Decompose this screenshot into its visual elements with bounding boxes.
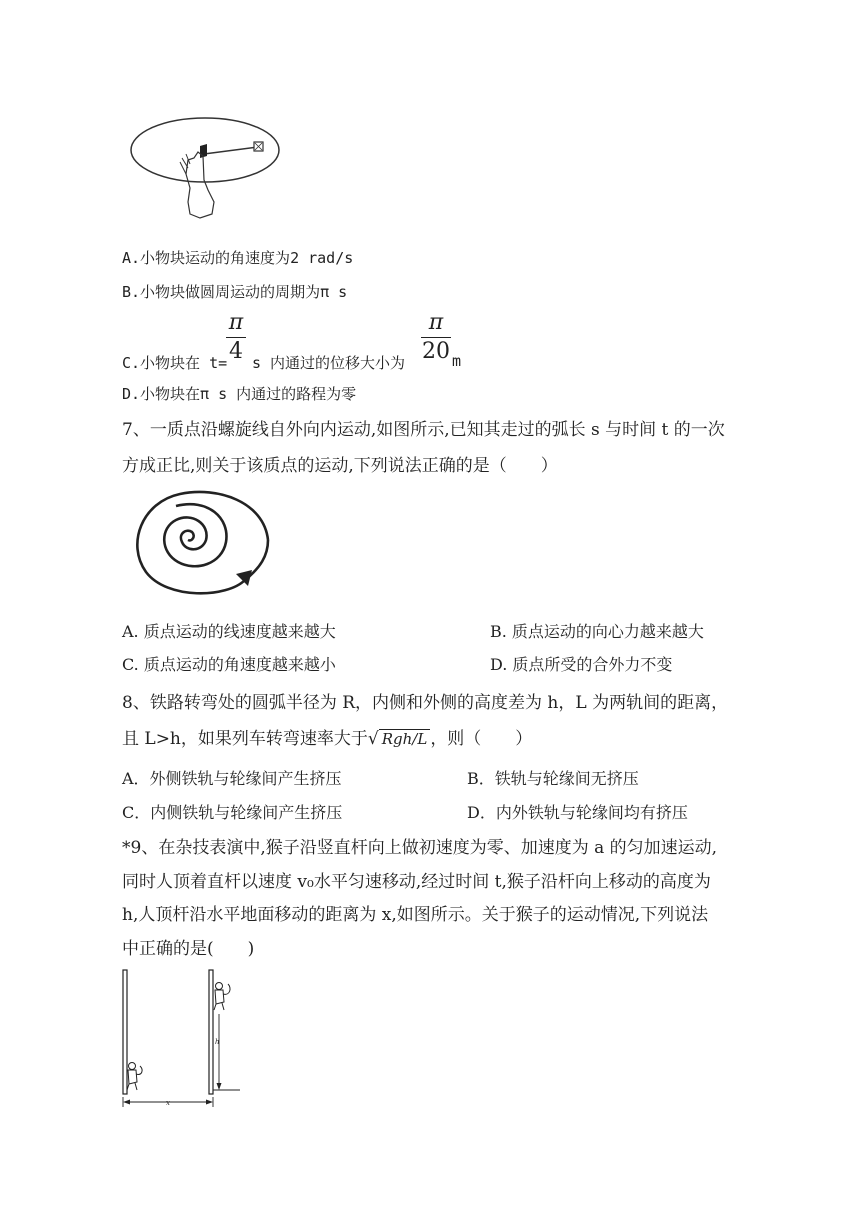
q8-option-d: D．内外铁轨与轮缘间均有挤压 [467, 803, 688, 822]
q6-option-c-prefix: C.小物块在 t= [122, 354, 228, 372]
label-h: h [215, 1038, 220, 1046]
q7-option-d: D. 质点所受的合外力不变 [490, 655, 673, 674]
q6-option-d: D.小物块在π s 内通过的路程为零 [122, 385, 357, 403]
q6-frac1-denominator: 4 [229, 339, 243, 364]
q8-option-b: B．铁轨与轮缘间无挤压 [467, 769, 639, 788]
q9-stem-line1: *9、在杂技表演中,猴子沿竖直杆向上做初速度为零、加速度为 a 的匀加速运动, [122, 838, 718, 858]
q8-stem-line2-prefix: 且 L>h，如果列车转弯速率大于 [122, 729, 368, 749]
q8-option-a: A．外侧铁轨与轮缘间产生挤压 [122, 769, 342, 788]
q8-sqrt-body: Rgh/L [379, 729, 431, 748]
q8-stem-line1: 8、铁路转弯处的圆弧半径为 R，内侧和外侧的高度差为 h，L 为两轨间的距离， [122, 693, 729, 713]
q6-frac2-numerator: π [428, 310, 444, 335]
q7-stem-line1: 7、一质点沿螺旋线自外向内运动,如图所示,已知其走过的弧长 s 与时间 t 的一次 [122, 420, 725, 440]
q9-stem-line3: h,人顶杆沿水平地面移动的距离为 x,如图所示。关于猴子的运动情况,下列说法 [122, 905, 709, 925]
monkey-bottom-icon [127, 1063, 142, 1091]
monkey-pole-figure [118, 966, 248, 1108]
q6-option-a: A.小物块运动的角速度为2 rad/s [122, 249, 354, 267]
q7-option-a: A. 质点运动的线速度越来越大 [122, 622, 336, 641]
q6-option-c-mid: s 内通过的位移大小为 [252, 354, 406, 372]
q9-stem-line2: 同时人顶着直杆以速度 v₀水平匀速移动,经过时间 t,猴子沿杆向上移动的高度为 [122, 872, 711, 892]
q7-option-b: B. 质点运动的向心力越来越大 [490, 622, 704, 641]
q6-fraction-pi-over-4 [226, 311, 246, 364]
q6-option-c-suffix: m [452, 352, 462, 370]
circular-motion-figure [128, 110, 288, 225]
q6-frac2-denominator: 20 [422, 339, 450, 364]
q8-stem-line2-suffix: ，则（ ） [430, 729, 533, 749]
q6-fraction-pi-over-20 [421, 311, 451, 364]
label-x: x [166, 1099, 170, 1107]
q6-frac1-numerator: π [228, 310, 244, 335]
q8-option-c: C．内侧铁轨与轮缘间产生挤压 [122, 803, 343, 822]
q7-option-c: C. 质点运动的角速度越来越小 [122, 655, 336, 674]
q6-option-b: B.小物块做圆周运动的周期为π s [122, 283, 348, 301]
q9-stem-line4: 中正确的是( ) [122, 939, 255, 959]
q8-stem-line2 [122, 724, 532, 749]
q8-sqrt-expression: √ Rgh/L [368, 729, 430, 749]
monkey-top-icon [214, 983, 230, 1011]
q7-stem-line2: 方成正比,则关于该质点的运动,下列说法正确的是（ ） [122, 456, 558, 476]
spiral-figure [132, 488, 277, 603]
